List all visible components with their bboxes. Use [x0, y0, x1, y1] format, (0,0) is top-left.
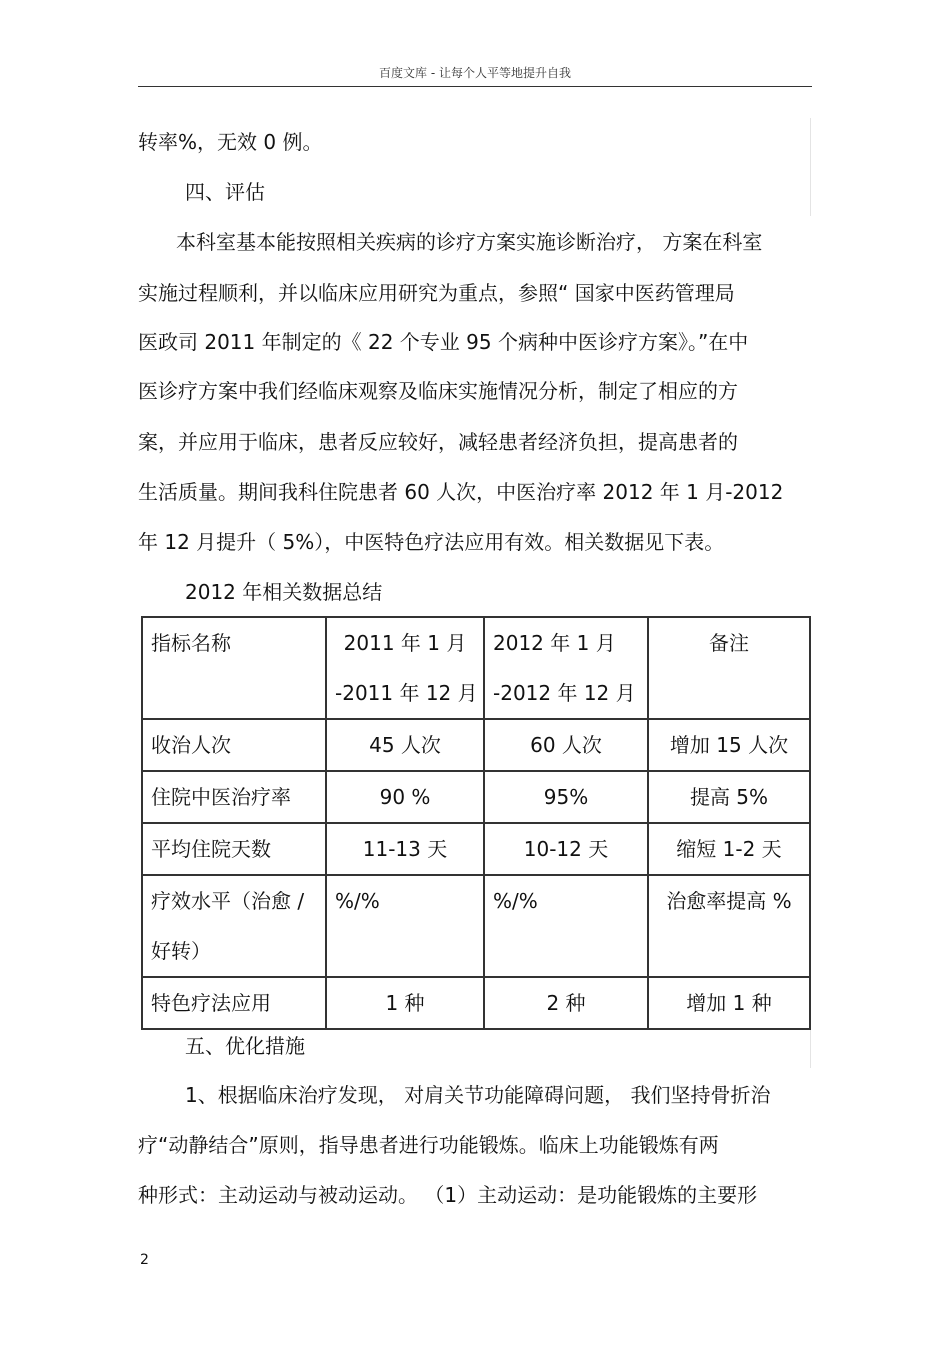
- table-header-row: [142, 617, 810, 719]
- text-line: 生活质量。期间我科住院患者 60 人次，中医治疗率 2012 年 1 月-2012: [138, 480, 784, 504]
- page-number: 2: [140, 1252, 149, 1268]
- header-cell: 2012 年 1 月 -2012 年 12 月: [484, 617, 648, 719]
- header-cell: 备注: [648, 617, 810, 719]
- table-cell: 收治人次: [142, 719, 326, 771]
- text-line: 1、根据临床治疗发现， 对肩关节功能障碍问题， 我们坚持骨折治: [185, 1083, 771, 1107]
- text-line: 疗“动静结合”原则，指导患者进行功能锻炼。临床上功能锻炼有两: [138, 1133, 719, 1157]
- text-line: 转率%，无效 0 例。: [138, 130, 323, 154]
- text-line: 种形式：主动运动与被动运动。 （1）主动运动：是功能锻炼的主要形: [138, 1183, 758, 1207]
- text-line: 年 12 月提升（ 5%），中医特色疗法应用有效。相关数据见下表。: [138, 530, 725, 554]
- page-header: 百度文库 - 让每个人平等地提升自我: [138, 60, 812, 87]
- text-line: 医政司 2011 年制定的《 22 个专业 95 个病种中医诊疗方案》。”在中: [138, 330, 749, 354]
- text-line: 医诊疗方案中我们经临床观察及临床实施情况分析，制定了相应的方: [138, 379, 738, 403]
- table-cell: 1 种: [326, 977, 484, 1029]
- section-heading: 五、优化措施: [185, 1034, 305, 1058]
- table-cell: 治愈率提高 %: [648, 875, 810, 977]
- table-row: [142, 771, 810, 823]
- table-row: [142, 977, 810, 1029]
- text-line: 案，并应用于临床，患者反应较好，减轻患者经济负担，提高患者的: [138, 430, 738, 454]
- table-cell: 2 种: [484, 977, 648, 1029]
- section-heading: 四、评估: [185, 180, 265, 204]
- table-cell: 缩短 1-2 天: [648, 823, 810, 875]
- table-cell: %/%: [326, 875, 484, 977]
- table-row: [142, 823, 810, 875]
- table-cell: 疗效水平（治愈 / 好转）: [142, 875, 326, 977]
- text-line: 本科室基本能按照相关疾病的诊疗方案实施诊断治疗， 方案在科室: [176, 230, 763, 254]
- table-cell: 60 人次: [484, 719, 648, 771]
- table-cell: 平均住院天数: [142, 823, 326, 875]
- table-cell: 增加 1 种: [648, 977, 810, 1029]
- table-cell: 90 %: [326, 771, 484, 823]
- table-cell: 45 人次: [326, 719, 484, 771]
- table-cell: 95%: [484, 771, 648, 823]
- table-row: [142, 719, 810, 771]
- table-cell: 住院中医治疗率: [142, 771, 326, 823]
- data-table: [141, 616, 811, 1030]
- table-cell: 10-12 天: [484, 823, 648, 875]
- header-cell: 2011 年 1 月 -2011 年 12 月: [326, 617, 484, 719]
- table-cell: 提高 5%: [648, 771, 810, 823]
- table-cell: 特色疗法应用: [142, 977, 326, 1029]
- table-row: [142, 875, 810, 977]
- table-cell: 11-13 天: [326, 823, 484, 875]
- header-cell: 指标名称: [142, 617, 326, 719]
- table-cell: 增加 15 人次: [648, 719, 810, 771]
- table-cell: %/%: [484, 875, 648, 977]
- text-line: 实施过程顺利，并以临床应用研究为重点，参照“ 国家中医药管理局: [138, 281, 735, 305]
- table-title: 2012 年相关数据总结: [185, 580, 383, 604]
